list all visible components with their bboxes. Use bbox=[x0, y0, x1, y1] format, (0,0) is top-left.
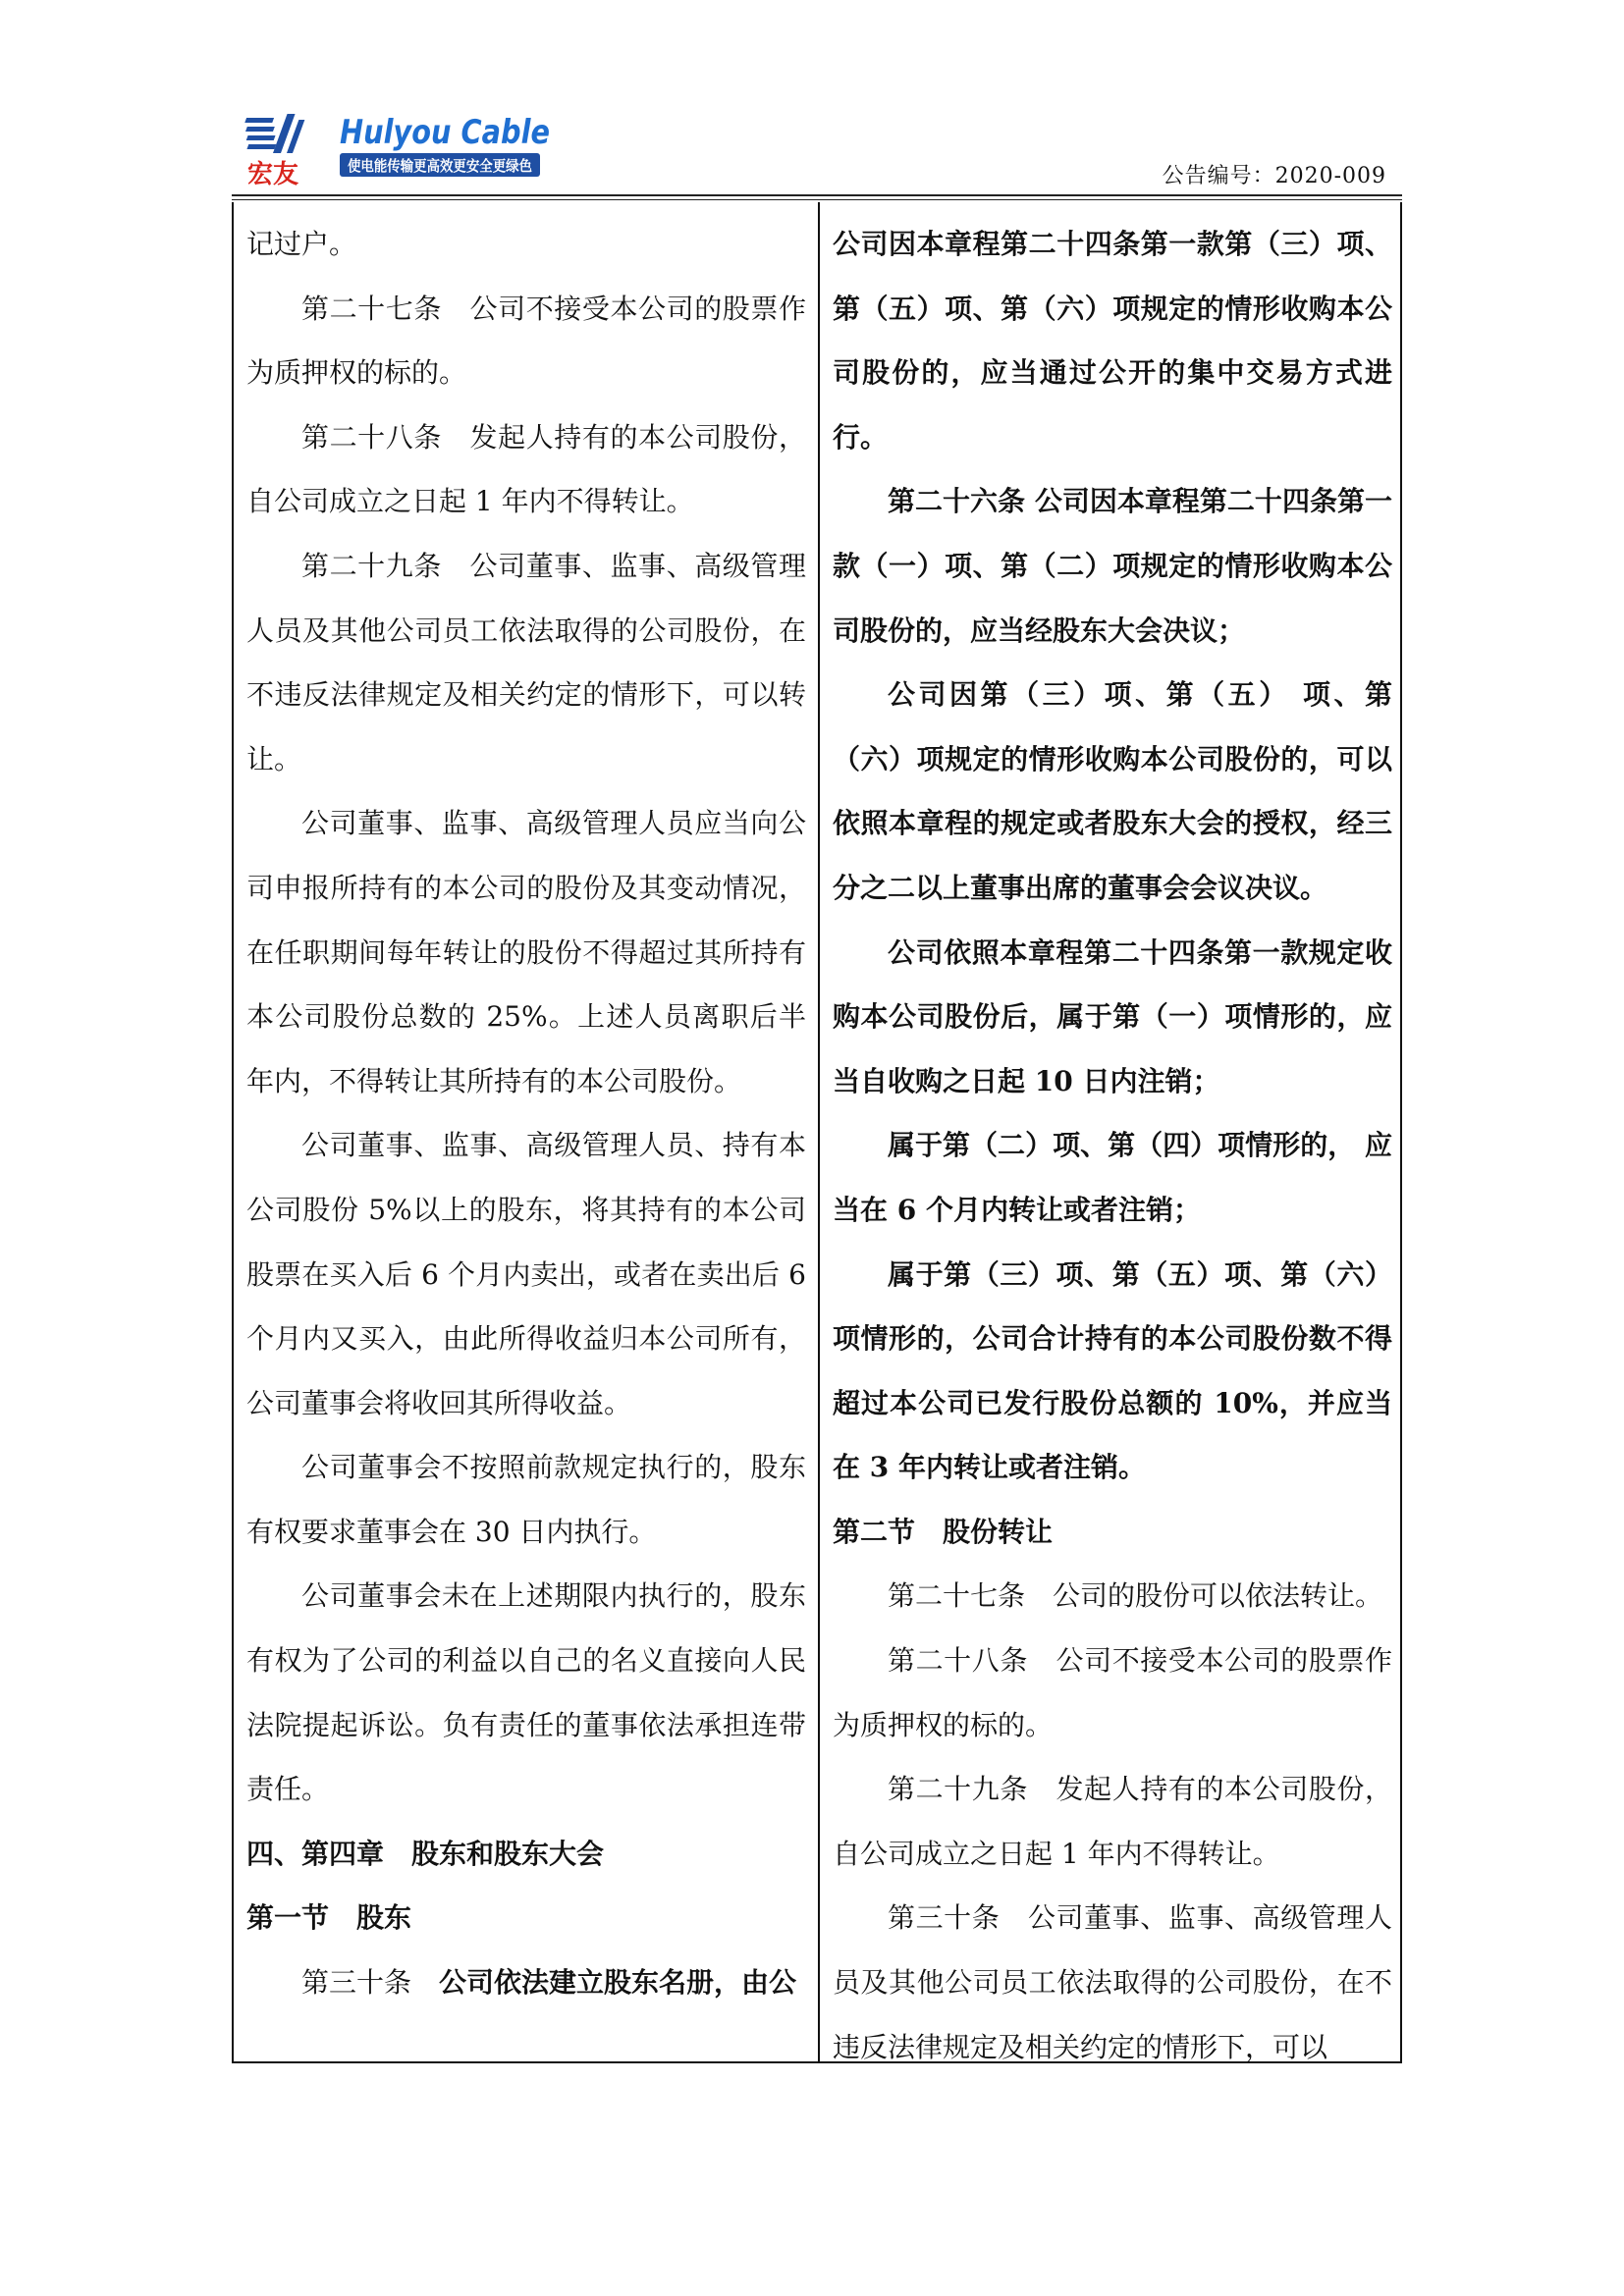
column-divider bbox=[818, 202, 820, 2063]
logo-mark-icon bbox=[244, 114, 304, 153]
paragraph: 公司董事会不按照前款规定执行的，股东有权要求董事会在 30 日内执行。 bbox=[246, 1451, 806, 1548]
section-heading: 第二节 股份转让 bbox=[833, 1515, 1054, 1548]
original-text-column bbox=[246, 212, 806, 2015]
paragraph: 公司依照本章程第二十四条第一款规定收购本公司股份后，属于第（一）项情形的，应当自收购之日起 10 日内注销； bbox=[833, 935, 1392, 1097]
logo-brand-cn: 宏友 bbox=[247, 160, 299, 189]
chapter-heading: 四、第四章 股东和股东大会 bbox=[246, 1837, 605, 1870]
article-30-new: 第三十条 公司董事、监事、高级管理人员及其他公司员工依法取得的公司股份，在不违反法律规定及相关约定的情形下，可以 bbox=[833, 1901, 1392, 2063]
company-logo bbox=[245, 110, 560, 188]
article-28-new: 第二十八条 公司不接受本公司的股票作为质押权的标的。 bbox=[833, 1644, 1392, 1741]
article-29-old: 第二十九条 公司董事、监事、高级管理人员及其他公司员工依法取得的公司股份，在不违反法律规定及相关约定的情形下，可以转让。 bbox=[246, 549, 806, 775]
article-27-new: 第二十七条 公司的股份可以依法转让。 bbox=[888, 1579, 1383, 1613]
article-26-new: 第二十六条 公司因本章程第二十四条第一款（一）项、第（二）项规定的情形收购本公司股份的，应当经股东大会决议； bbox=[833, 485, 1392, 647]
article-label: 第三十条 bbox=[301, 1966, 440, 2000]
paragraph: 公司董事会未在上述期限内执行的，股东有权为了公司的利益以自己的名义直接向人民法院提起诉讼。负有责任的董事依法承担连带责任。 bbox=[246, 1579, 806, 1806]
article-27-old: 第二十七条 公司不接受本公司的股票作为质押权的标的。 bbox=[246, 292, 806, 390]
article-28-old: 第二十八条 发起人持有的本公司股份，自公司成立之日起 1 年内不得转让。 bbox=[246, 420, 806, 518]
logo-brand-en: Hulyou Cable bbox=[340, 113, 550, 152]
header-rule bbox=[232, 194, 1402, 196]
paragraph: 属于第（二）项、第（四）项情形的， 应当在 6 个月内转让或者注销； bbox=[833, 1129, 1392, 1226]
paragraph: 公司董事、监事、高级管理人员、持有本公司股份 5%以上的股东，将其持有的本公司股票在买入后 6 个月内卖出，或者在卖出后 6 个月内又买入，由此所得收益归本公司所有，公司董事会将收回其所得收益。 bbox=[246, 1129, 806, 1419]
article-29-new: 第二十九条 发起人持有的本公司股份，自公司成立之日起 1 年内不得转让。 bbox=[833, 1773, 1392, 1870]
notice-number: 公告编号：2020-009 bbox=[1162, 164, 1386, 188]
paragraph: 公司因第（三）项、第（五） 项、第（六）项规定的情形收购本公司股份的，可以依照本章程的规定或者股东大会的授权，经三分之二以上董事出席的董事会会议决议。 bbox=[833, 678, 1392, 904]
revised-text-column bbox=[833, 212, 1392, 2079]
paragraph: 公司因本章程第二十四条第一款第（三）项、第（五）项、第（六）项规定的情形收购本公司股份的，应当通过公开的集中交易方式进行。 bbox=[833, 228, 1392, 454]
paragraph: 公司董事、监事、高级管理人员应当向公司申报所持有的本公司的股份及其变动情况，在任职期间每年转让的股份不得超过其所持有本公司股份总数的 25%。上述人员离职后半年内，不得转让其所持有的本公司股份。 bbox=[246, 807, 806, 1097]
section-heading: 第一节 股东 bbox=[246, 1901, 412, 1935]
logo-slogan: 使电能传输更高效更安全更绿色 bbox=[348, 157, 532, 175]
paragraph: 记过户。 bbox=[246, 228, 357, 260]
bold-text: 公司依法建立股东名册，由公 bbox=[439, 1966, 797, 2000]
paragraph: 属于第（三）项、第（五）项、第（六）项情形的，公司合计持有的本公司股份数不得超过本公司已发行股份总额的 10%，并应当在 3 年内转让或者注销。 bbox=[833, 1257, 1392, 1484]
article-30-old bbox=[246, 1950, 806, 2015]
header-rule-thin bbox=[232, 199, 1402, 200]
